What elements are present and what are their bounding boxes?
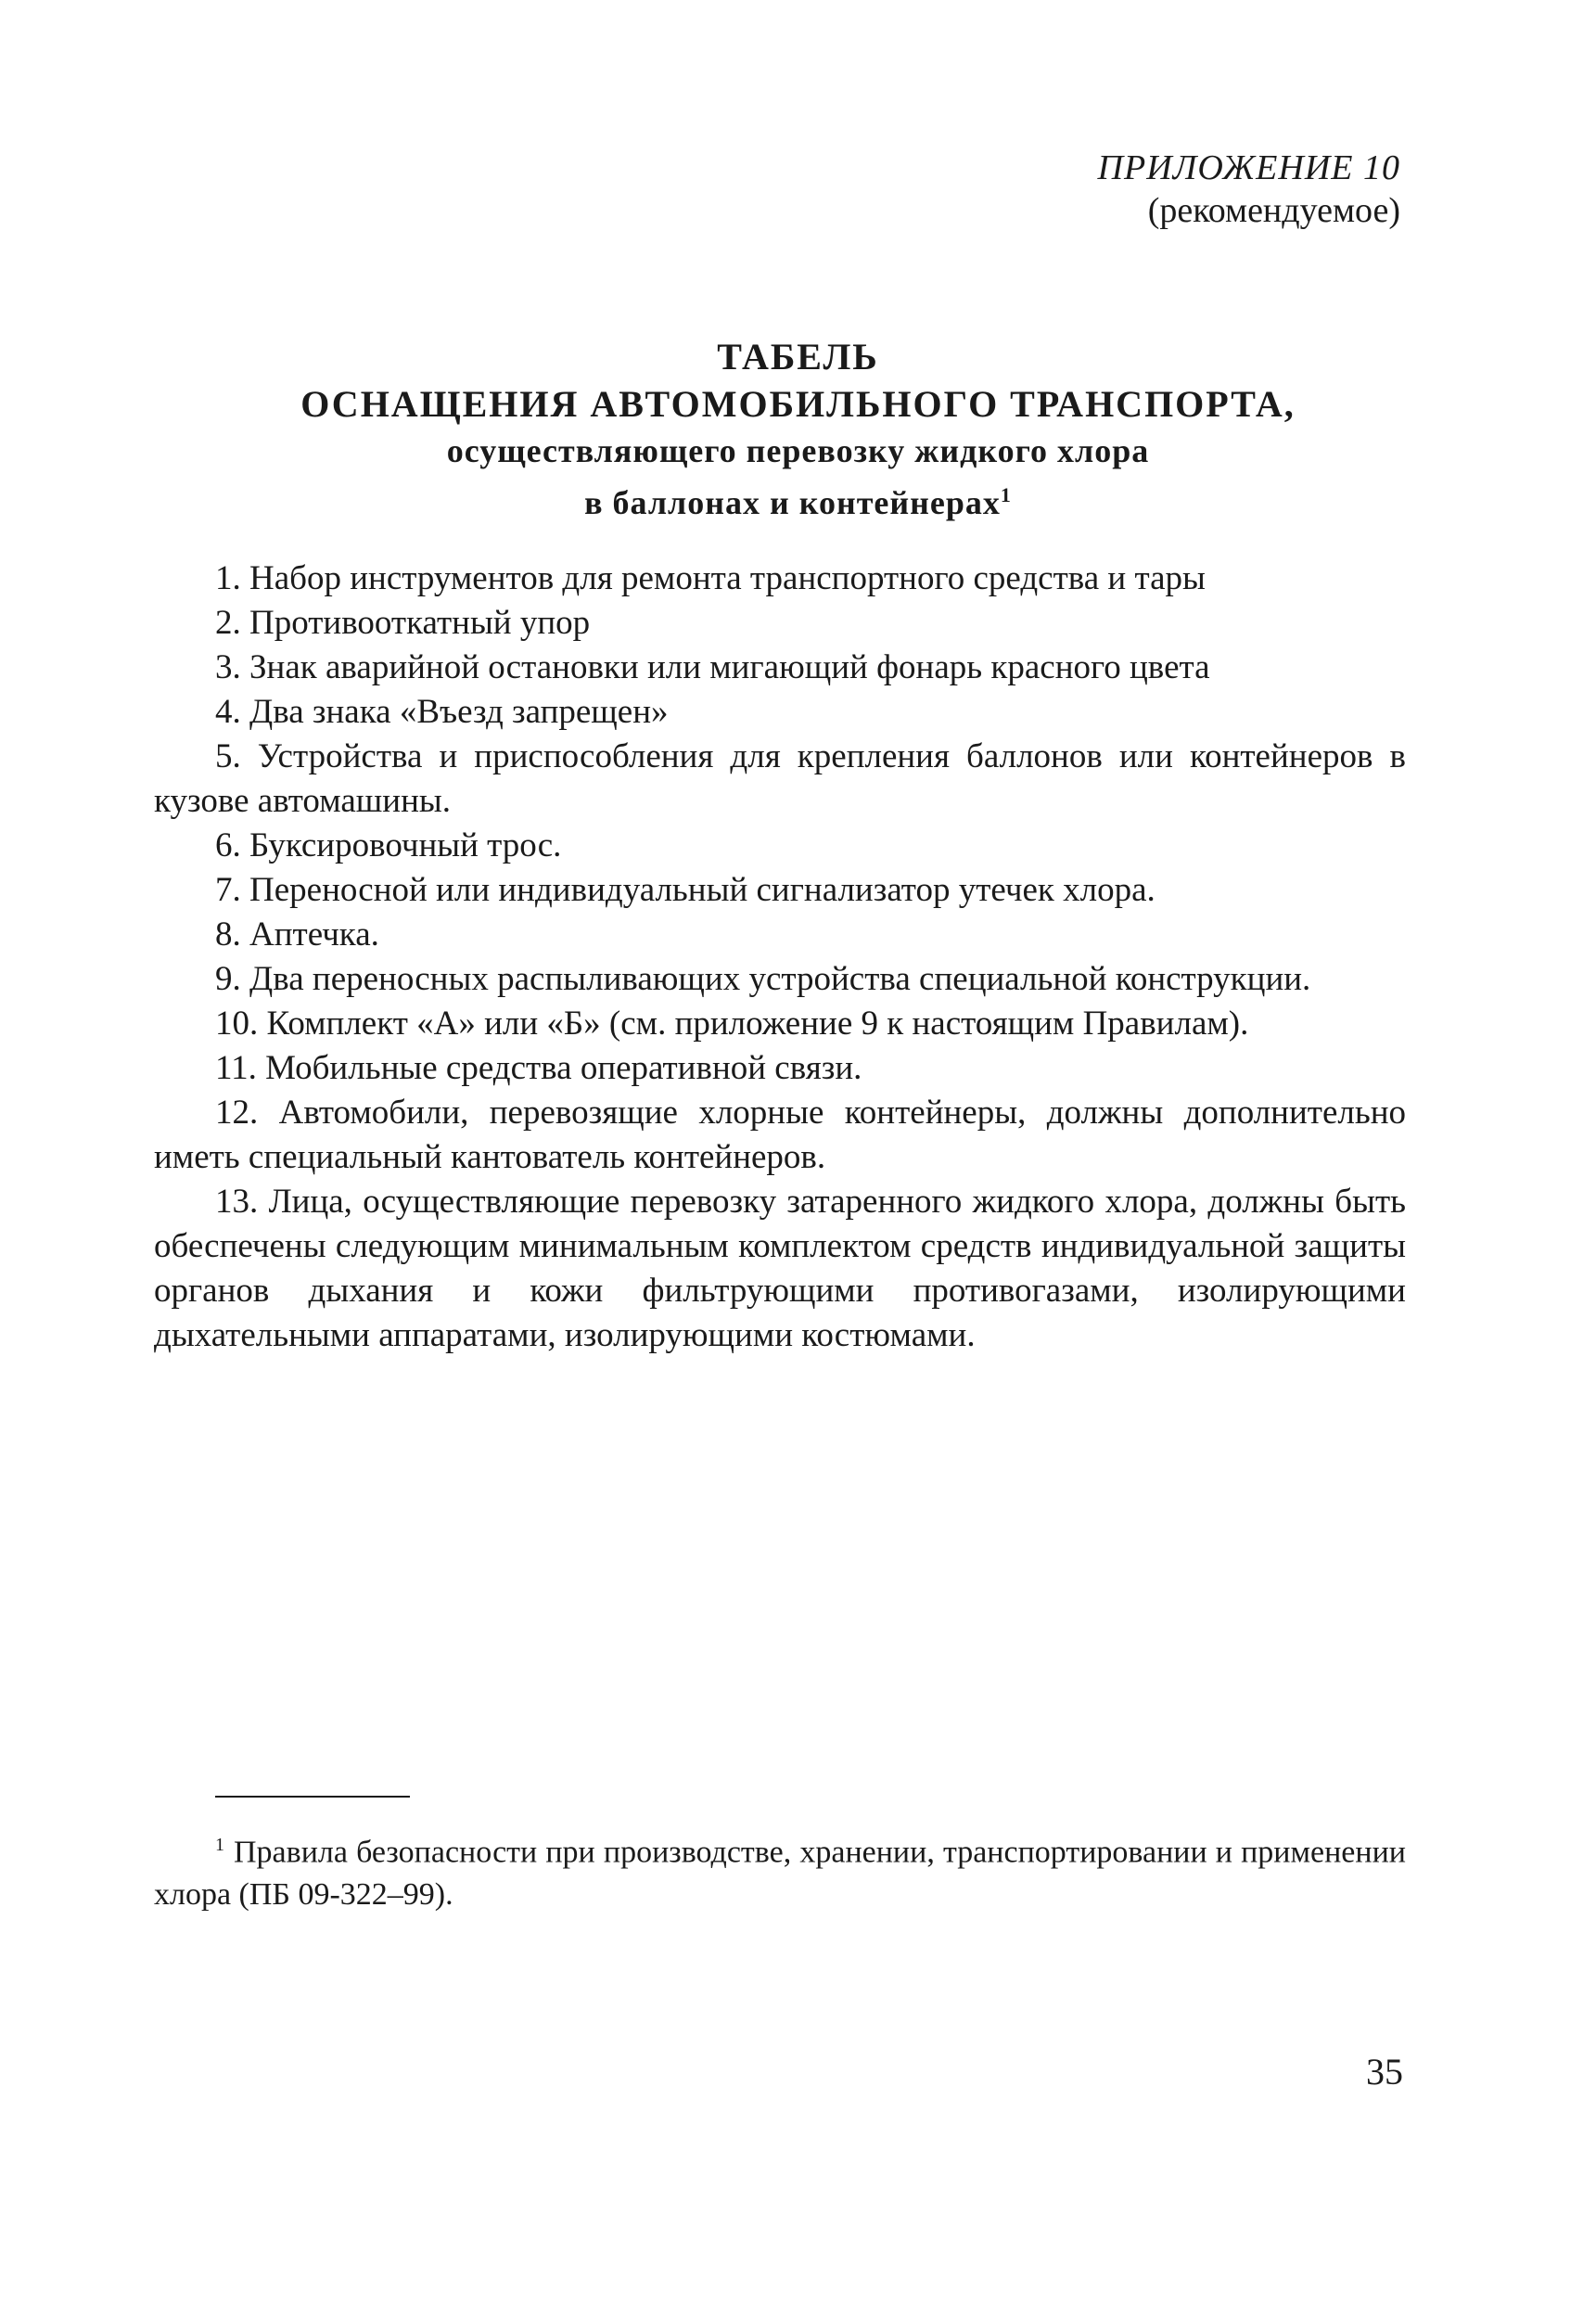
title-line-2: ОСНАЩЕНИЯ АВТОМОБИЛЬНОГО ТРАНСПОРТА, xyxy=(300,383,1296,425)
list-item: 6. Буксировочный трос. xyxy=(215,826,562,864)
list-item: 11. Мобильные средства оперативной связи. xyxy=(215,1049,862,1087)
title-line-3: осуществляющего перевозку жидкого хлора xyxy=(446,432,1150,469)
list-item: 1. Набор инструментов для ремонта транспортного средства и тары xyxy=(215,559,1206,597)
list-item: 4. Два знака «Въезд запрещен» xyxy=(215,693,669,731)
list-item: 7. Переносной или индивидуальный сигнализатор утечек хлора. xyxy=(215,871,1156,909)
equipment-list xyxy=(154,557,1406,1358)
list-item: 5. Устройства и приспособления для крепления баллонов или контейнеров в кузове автомашины. xyxy=(154,737,1406,820)
list-item: 2. Противооткатный упор xyxy=(215,604,591,642)
title-line-4 xyxy=(0,473,1596,525)
list-item: 13. Лица, осуществляющие перевозку затаренного жидкого хлора, должны быть обеспечены следующим минимальным комплектом средств индивидуальной защиты органов дыхания и кожи фильтрующими противогазами, изолирующими дыхательными аппаратами, изолирующими костюмами. xyxy=(154,1183,1406,1354)
document-title xyxy=(0,334,1596,525)
footnote xyxy=(154,1824,1406,1916)
appendix-note: (рекомендуемое) xyxy=(1147,191,1400,230)
list-item: 8. Аптечка. xyxy=(215,915,379,954)
footnote-text: Правила безопасности при производстве, хранении, транспортировании и применении хлора (ПБ 09-322–99). xyxy=(154,1835,1406,1913)
footnote-divider xyxy=(215,1796,410,1798)
list-item: 12. Автомобили, перевозящие хлорные контейнеры, должны дополнительно иметь специальный кантователь контейнеров. xyxy=(154,1094,1406,1176)
appendix-label: ПРИЛОЖЕНИЕ 10 xyxy=(1097,148,1400,187)
list-item: 9. Два переносных распыливающих устройства специальной конструкции. xyxy=(215,960,1311,998)
list-item: 10. Комплект «А» или «Б» (см. приложение 9 к настоящим Правилам). xyxy=(215,1005,1249,1043)
title-line-4-text: в баллонах и контейнерах xyxy=(584,484,1001,521)
title-footnote-mark: 1 xyxy=(1000,483,1012,506)
footnote-mark: 1 xyxy=(215,1835,224,1855)
list-item: 3. Знак аварийной остановки или мигающий фонарь красного цвета xyxy=(215,648,1210,686)
page-number: 35 xyxy=(1366,2051,1403,2093)
appendix-header xyxy=(1098,147,1400,232)
title-line-1: ТАБЕЛЬ xyxy=(717,336,879,378)
